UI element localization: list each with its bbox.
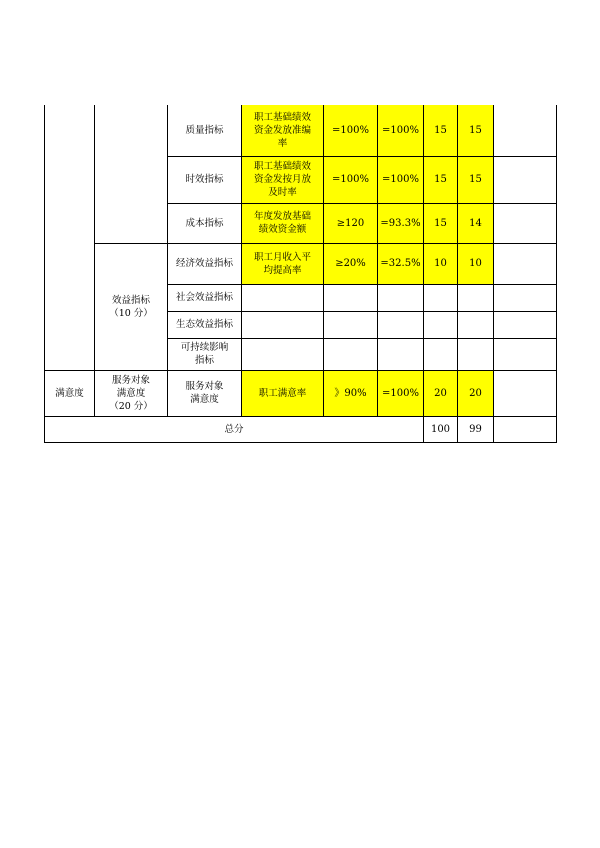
tertiary-indicator-cell — [168, 105, 242, 156]
indicator-label: 年度发放基础 绩效资金额 — [253, 211, 311, 235]
remark-cell — [494, 156, 557, 203]
weight-value: 15 — [434, 124, 447, 136]
indicator-label: 职工基础绩效 资金发放准编 率 — [253, 111, 311, 149]
indicator-cell — [242, 243, 324, 284]
actual-cell — [378, 370, 424, 416]
weight-value: 10 — [434, 258, 447, 269]
weight-cell — [424, 105, 458, 156]
score-value: 14 — [469, 217, 482, 229]
secondary-indicator-cell — [95, 105, 168, 243]
score-cell — [458, 338, 494, 370]
target-cell — [324, 338, 378, 370]
indicator-cell — [242, 284, 324, 311]
table-row — [45, 370, 557, 416]
indicator-label: 职工月收入平 均提高率 — [253, 251, 311, 276]
score-cell — [458, 156, 494, 203]
weight-value: 15 — [434, 174, 447, 185]
table-row — [45, 105, 557, 156]
indicator-cell — [242, 156, 324, 203]
actual-value: =93.3% — [380, 217, 421, 229]
target-value: =100% — [332, 124, 369, 136]
target-cell — [324, 105, 378, 156]
tertiary-indicator-cell — [168, 203, 242, 243]
score-cell — [458, 370, 494, 416]
tertiary-indicator-cell — [168, 370, 242, 416]
actual-cell — [378, 203, 424, 243]
actual-value: =100% — [382, 387, 419, 399]
actual-cell — [378, 338, 424, 370]
tertiary-indicator-cell — [168, 284, 242, 311]
indicator-cell — [242, 203, 324, 243]
remark-cell — [494, 105, 557, 156]
primary-indicator-cell — [45, 105, 95, 370]
score-cell — [458, 243, 494, 284]
target-cell — [324, 156, 378, 203]
remark-cell — [494, 370, 557, 416]
score-value: 15 — [469, 174, 482, 185]
weight-cell — [424, 243, 458, 284]
tertiary-indicator-label: 生态效益指标 — [175, 319, 233, 330]
total-label: 总分 — [224, 423, 244, 435]
actual-cell — [378, 311, 424, 338]
total-score-value: 99 — [469, 423, 482, 435]
indicator-cell — [242, 338, 324, 370]
indicator-label: 职工基础绩效 资金发按月放 及时率 — [253, 161, 311, 198]
score-value: 15 — [469, 124, 482, 136]
indicator-cell — [242, 311, 324, 338]
actual-value: =32.5% — [380, 258, 421, 269]
primary-indicator-cell — [45, 370, 95, 416]
tertiary-indicator-cell — [168, 156, 242, 203]
total-score-cell — [458, 416, 494, 442]
actual-cell — [378, 284, 424, 311]
remark-cell — [494, 203, 557, 243]
indicator-cell — [242, 105, 324, 156]
tertiary-indicator-cell — [168, 338, 242, 370]
remark-cell — [494, 338, 557, 370]
score-cell — [458, 105, 494, 156]
primary-indicator-label: 满意度 — [55, 387, 84, 399]
tertiary-indicator-label: 可持续影响 指标 — [180, 342, 229, 366]
weight-cell — [424, 311, 458, 338]
weight-value: 15 — [434, 217, 447, 229]
weight-cell — [424, 284, 458, 311]
tertiary-indicator-label: 服务对象 满意度 — [185, 381, 224, 405]
tertiary-indicator-cell — [168, 311, 242, 338]
actual-cell — [378, 105, 424, 156]
remark-cell — [494, 243, 557, 284]
tertiary-indicator-label: 社会效益指标 — [175, 292, 233, 303]
actual-cell — [378, 243, 424, 284]
target-value: ≥20% — [335, 258, 366, 269]
remark-cell — [494, 416, 557, 442]
secondary-indicator-cell — [95, 243, 168, 370]
weight-cell — [424, 338, 458, 370]
tertiary-indicator-label: 质量指标 — [185, 124, 224, 136]
tertiary-indicator-label: 时效指标 — [185, 174, 224, 185]
indicator-label: 职工满意率 — [258, 387, 307, 399]
target-value: 》90% — [334, 387, 367, 399]
target-cell — [324, 370, 378, 416]
target-cell — [324, 311, 378, 338]
tertiary-indicator-label: 成本指标 — [185, 217, 224, 229]
score-cell — [458, 284, 494, 311]
table-row — [45, 243, 557, 284]
score-cell — [458, 203, 494, 243]
weight-cell — [424, 370, 458, 416]
target-cell — [324, 284, 378, 311]
performance-evaluation-table — [44, 105, 557, 443]
remark-cell — [494, 284, 557, 311]
score-value: 20 — [469, 387, 482, 399]
target-cell — [324, 203, 378, 243]
total-weight-value: 100 — [430, 423, 451, 435]
actual-cell — [378, 156, 424, 203]
total-label-cell — [45, 416, 424, 442]
secondary-indicator-label: 效益指标 （10 分） — [109, 294, 153, 319]
total-weight-cell — [424, 416, 458, 442]
actual-value: =100% — [382, 124, 419, 136]
weight-cell — [424, 203, 458, 243]
secondary-indicator-label: 服务对象 满意度 （20 分） — [109, 374, 153, 412]
secondary-indicator-cell — [95, 370, 168, 416]
indicator-cell — [242, 370, 324, 416]
tertiary-indicator-cell — [168, 243, 242, 284]
remark-cell — [494, 311, 557, 338]
score-value: 10 — [469, 258, 482, 269]
target-value: =100% — [332, 174, 369, 185]
table-row-total — [45, 416, 557, 442]
weight-cell — [424, 156, 458, 203]
actual-value: =100% — [382, 174, 419, 185]
target-value: ≥120 — [336, 217, 365, 229]
weight-value: 20 — [434, 387, 447, 399]
score-cell — [458, 311, 494, 338]
target-cell — [324, 243, 378, 284]
tertiary-indicator-label: 经济效益指标 — [175, 258, 233, 269]
